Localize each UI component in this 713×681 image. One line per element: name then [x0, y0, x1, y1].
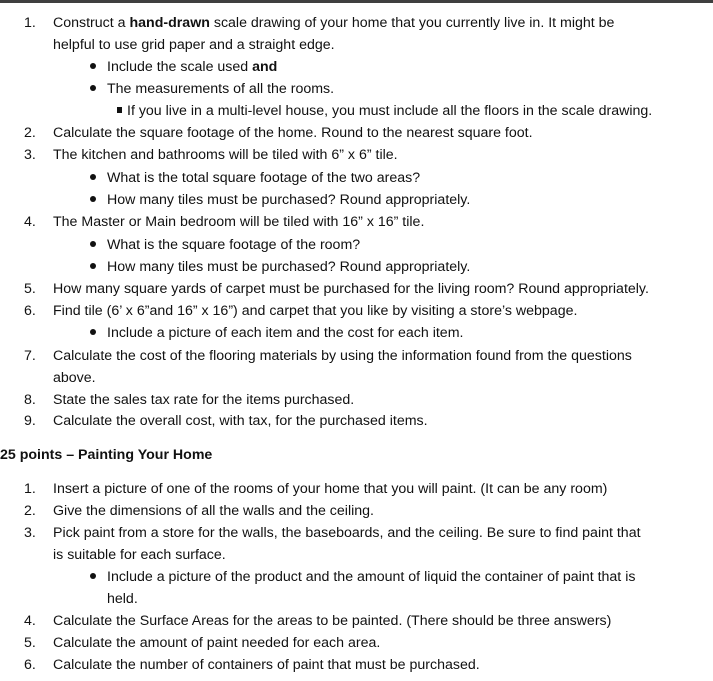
- bullet-icon: [90, 568, 98, 576]
- list-item-text: Give the dimensions of all the walls and the ceiling.: [53, 503, 374, 519]
- item-number: 4.: [24, 613, 36, 629]
- list-item-continuation: helpful to use grid paper and a straight edge.: [53, 37, 335, 53]
- bullet-text: How many tiles must be purchased? Round appropriately.: [107, 259, 471, 275]
- bullet-icon: [90, 80, 98, 88]
- item-number: 1.: [24, 15, 36, 31]
- list-item-text: Find tile (6’ x 6”and 16” x 16”) and carpet that you like by visiting a store’s webpage.: [53, 303, 578, 319]
- list-item-text: Calculate the amount of paint needed for each area.: [53, 635, 381, 651]
- bullet-icon: [90, 258, 98, 266]
- bullet-icon: [90, 169, 98, 177]
- bullet-text: Include a picture of the product and the amount of liquid the container of paint that is: [107, 569, 636, 585]
- item-number: 5.: [24, 635, 36, 651]
- bullet-text: What is the square footage of the room?: [107, 237, 361, 253]
- sub-bullet-text: If you live in a multi-level house, you must include all the floors in the scale drawing.: [127, 103, 653, 119]
- bold-text: and: [252, 59, 278, 75]
- item-number: 8.: [24, 392, 36, 408]
- bullet-icon: [90, 236, 98, 244]
- bullet-text: The measurements of all the rooms.: [107, 81, 335, 97]
- list-item-text: Calculate the Surface Areas for the areas to be painted. (There should be three answers): [53, 613, 612, 629]
- bullet-icon: [90, 58, 98, 66]
- bullet-continuation: held.: [107, 591, 138, 607]
- item-number: 2.: [24, 125, 36, 141]
- list-item-text: Construct a hand-drawn scale drawing of your home that you currently live in. It might be: [53, 15, 615, 31]
- bullet-icon: [90, 324, 98, 332]
- item-number: 1.: [24, 481, 36, 497]
- item-number: 3.: [24, 525, 36, 541]
- item-number: 3.: [24, 147, 36, 163]
- item-number: 7.: [24, 348, 36, 364]
- top-rule: [0, 0, 713, 3]
- item-number: 5.: [24, 281, 36, 297]
- item-number: 9.: [24, 413, 36, 429]
- bullet-icon: [90, 191, 98, 199]
- list-item-text: State the sales tax rate for the items purchased.: [53, 392, 355, 408]
- section-heading: 25 points – Painting Your Home: [0, 447, 213, 463]
- list-item-text: Calculate the square footage of the home. Round to the nearest square foot.: [53, 125, 533, 141]
- bullet-text: How many tiles must be purchased? Round appropriately.: [107, 192, 471, 208]
- item-number: 6.: [24, 657, 36, 673]
- square-bullet-icon: [117, 102, 123, 108]
- list-item-text: The Master or Main bedroom will be tiled with 16” x 16” tile.: [53, 214, 425, 230]
- bullet-text: Include the scale used and: [107, 59, 278, 75]
- list-item-text: Pick paint from a store for the walls, the baseboards, and the ceiling. Be sure to find paint that: [53, 525, 641, 541]
- item-number: 2.: [24, 503, 36, 519]
- list-item-text: How many square yards of carpet must be purchased for the living room? Round appropriately.: [53, 281, 649, 297]
- bullet-text: What is the total square footage of the two areas?: [107, 170, 421, 186]
- list-item-continuation: above.: [53, 370, 96, 386]
- list-item-text: Calculate the overall cost, with tax, for the purchased items.: [53, 413, 428, 429]
- item-number: 4.: [24, 214, 36, 230]
- list-item-text: Calculate the cost of the flooring materials by using the information found from the questions: [53, 348, 632, 364]
- list-item-continuation: is suitable for each surface.: [53, 547, 226, 563]
- list-item-text: Insert a picture of one of the rooms of your home that you will paint. (It can be any room): [53, 481, 608, 497]
- bullet-text: Include a picture of each item and the cost for each item.: [107, 325, 464, 341]
- list-item-text: The kitchen and bathrooms will be tiled with 6” x 6” tile.: [53, 147, 398, 163]
- bold-text: hand-drawn: [129, 15, 210, 31]
- list-item-text: Calculate the number of containers of paint that must be purchased.: [53, 657, 480, 673]
- item-number: 6.: [24, 303, 36, 319]
